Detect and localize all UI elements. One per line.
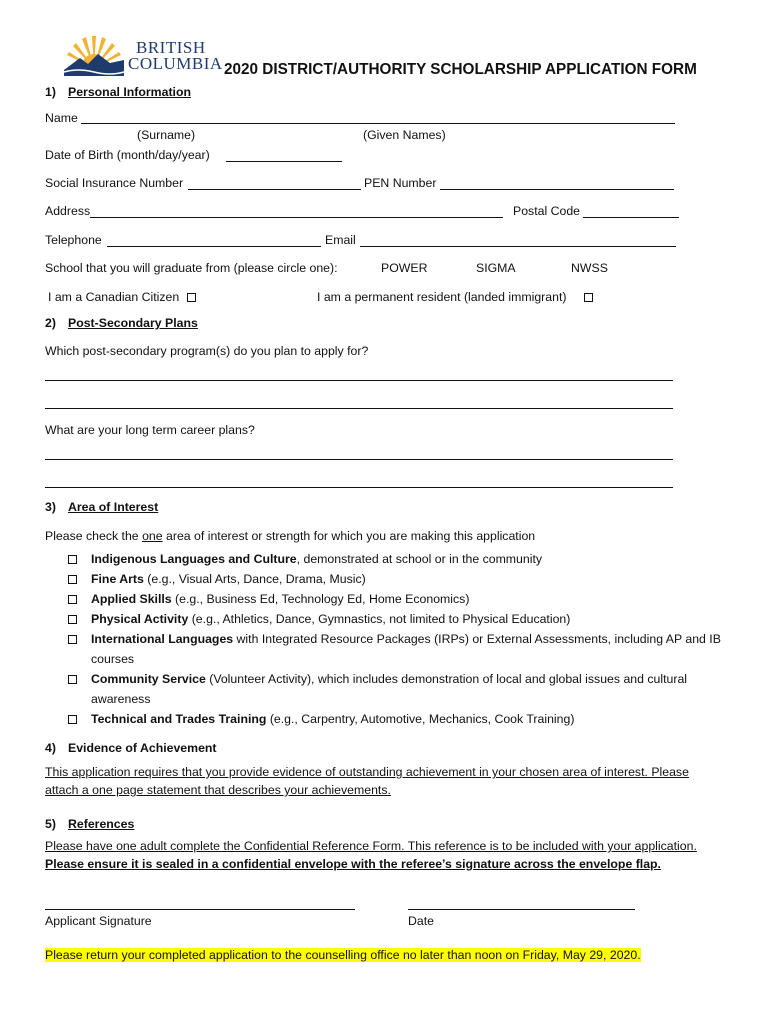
date-field[interactable] <box>408 909 635 910</box>
interest-item-applied-skills: Applied Skills (e.g., Business Ed, Technology Ed, Home Economics) <box>91 592 470 606</box>
interest-checkbox-fine-arts[interactable] <box>68 575 77 584</box>
return-notice: Please return your completed application to the counselling office no later than noon on Friday, May 29, 2020. <box>45 948 641 962</box>
programs-answer-line-1[interactable] <box>45 380 673 381</box>
telephone-field[interactable] <box>107 246 321 247</box>
given-names-caption: (Given Names) <box>363 128 446 142</box>
logo-line1: BRITISH <box>136 38 206 57</box>
interest-checkbox-applied-skills[interactable] <box>68 595 77 604</box>
interest-checkbox-indigenous[interactable] <box>68 555 77 564</box>
telephone-label: Telephone <box>45 233 102 247</box>
career-answer-line-2[interactable] <box>45 487 673 488</box>
interest-item-community: Community Service (Volunteer Activity), which includes demonstration of local and global issues and cultural <box>91 672 688 686</box>
citizen-checkbox[interactable] <box>187 293 196 302</box>
programs-question: Which post-secondary program(s) do you plan to apply for? <box>45 344 369 358</box>
applicant-signature-field[interactable] <box>45 909 355 910</box>
interest-checkbox-community[interactable] <box>68 675 77 684</box>
interest-item-international-cont: courses <box>91 652 135 666</box>
section5-heading: References <box>68 817 135 831</box>
page-title: 2020 DISTRICT/AUTHORITY SCHOLARSHIP APPLICATION FORM <box>224 61 697 78</box>
section5-text-line1: Please have one adult complete the Confidential Reference Form. This reference is to be included with your application. <box>45 839 697 853</box>
sin-label: Social Insurance Number <box>45 176 184 190</box>
interest-checkbox-trades[interactable] <box>68 715 77 724</box>
sin-field[interactable] <box>188 189 361 190</box>
postal-label: Postal Code <box>513 204 580 218</box>
address-label: Address <box>45 204 91 218</box>
applicant-signature-label: Applicant Signature <box>45 914 152 928</box>
section1-heading: Personal Information <box>68 85 191 99</box>
interest-item-indigenous: Indigenous Languages and Culture, demonstrated at school or in the community <box>91 552 543 566</box>
interest-item-community-cont: awareness <box>91 692 151 706</box>
interest-checkbox-international[interactable] <box>68 635 77 644</box>
section3-num: 3) <box>45 500 56 514</box>
section1-num: 1) <box>45 85 56 99</box>
section3-heading: Area of Interest <box>68 500 159 514</box>
interest-intro: Please check the one area of interest or strength for which you are making this application <box>45 529 536 543</box>
dob-label: Date of Birth (month/day/year) <box>45 148 210 162</box>
citizen-label: I am a Canadian Citizen <box>48 290 180 304</box>
postal-field[interactable] <box>583 217 679 218</box>
surname-caption: (Surname) <box>137 128 196 142</box>
school-label: School that you will graduate from (please circle one): <box>45 261 338 275</box>
school-option-nwss[interactable]: NWSS <box>571 261 608 275</box>
pen-field[interactable] <box>440 189 674 190</box>
section2-num: 2) <box>45 316 56 330</box>
career-answer-line-1[interactable] <box>45 459 673 460</box>
school-option-sigma[interactable]: SIGMA <box>476 261 516 275</box>
dob-field[interactable] <box>226 161 342 162</box>
interest-item-physical: Physical Activity (e.g., Athletics, Dance, Gymnastics, not limited to Physical Education) <box>91 612 571 626</box>
interest-item-international: International Languages with Integrated Resource Packages (IRPs) or External Assessments, including AP and IB <box>91 632 721 646</box>
name-label: Name <box>45 111 78 125</box>
address-field[interactable] <box>90 217 503 218</box>
programs-answer-line-2[interactable] <box>45 408 673 409</box>
resident-checkbox[interactable] <box>584 293 593 302</box>
email-field[interactable] <box>360 246 676 247</box>
section2-heading: Post-Secondary Plans <box>68 316 198 330</box>
resident-label: I am a permanent resident (landed immigrant) <box>317 290 567 304</box>
section4-num: 4) <box>45 741 56 755</box>
career-question: What are your long term career plans? <box>45 423 255 437</box>
sun-mountain-logo-icon <box>62 30 126 76</box>
interest-item-trades: Technical and Trades Training (e.g., Carpentry, Automotive, Mechanics, Cook Training) <box>91 712 575 726</box>
email-label: Email <box>325 233 356 247</box>
date-label: Date <box>408 914 434 928</box>
school-option-power[interactable]: POWER <box>381 261 428 275</box>
section5-text-line2: Please ensure it is sealed in a confidential envelope with the referee’s signature across the envelope flap. <box>45 857 661 871</box>
interest-item-fine-arts: Fine Arts (e.g., Visual Arts, Dance, Drama, Music) <box>91 572 366 586</box>
logo-line2: COLUMBIA <box>128 54 223 73</box>
section4-heading: Evidence of Achievement <box>68 741 217 755</box>
section4-text-line2: attach a one page statement that describes your achievements. <box>45 783 391 797</box>
bc-logo <box>62 30 222 76</box>
section5-num: 5) <box>45 817 56 831</box>
interest-checkbox-physical[interactable] <box>68 615 77 624</box>
name-field[interactable] <box>81 123 675 124</box>
pen-label: PEN Number <box>364 176 437 190</box>
section4-text-line1: This application requires that you provide evidence of outstanding achievement in your chosen area of interest. Please <box>45 765 689 779</box>
